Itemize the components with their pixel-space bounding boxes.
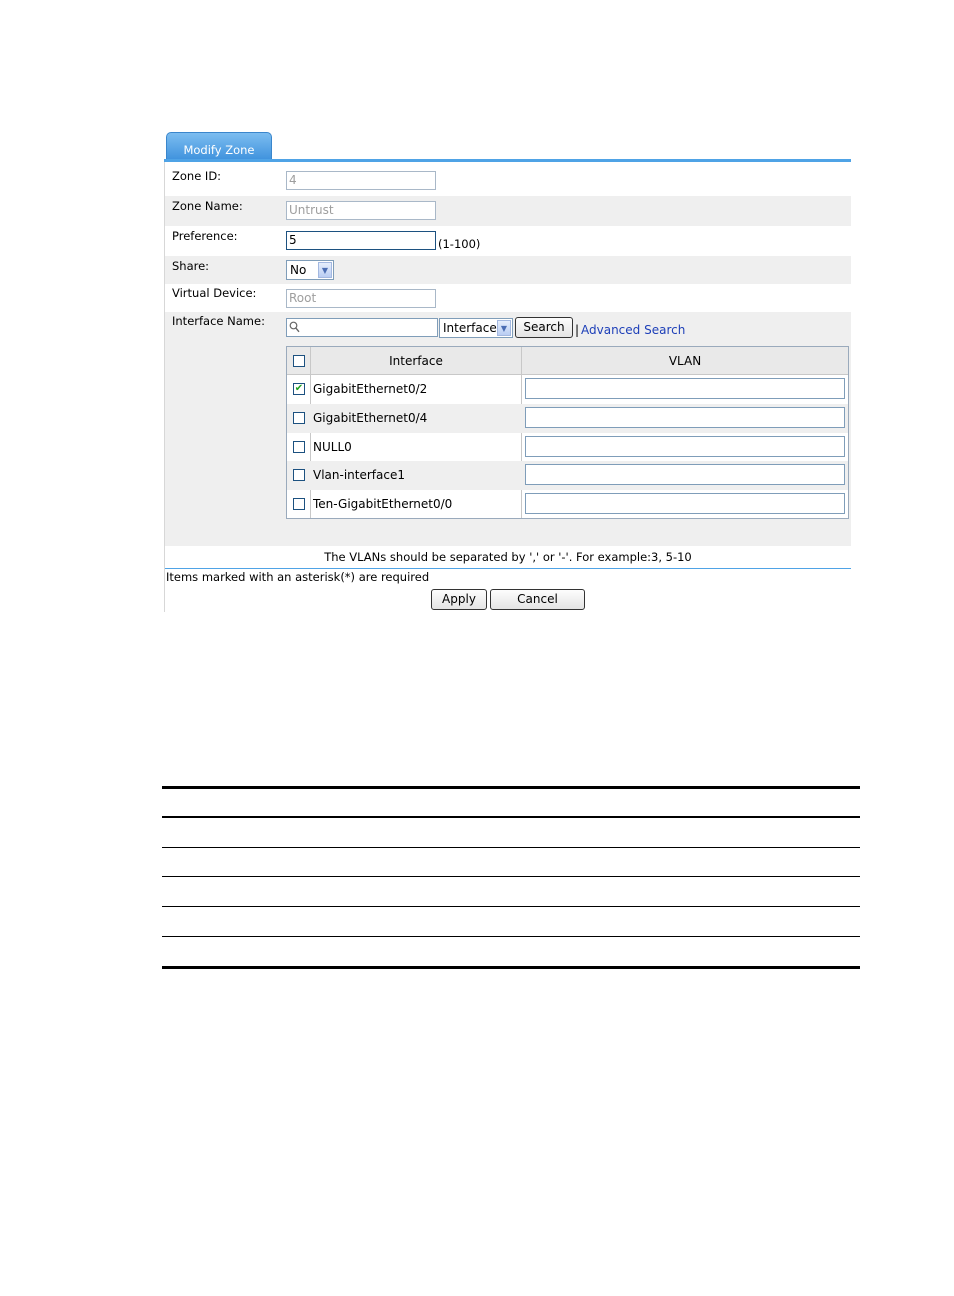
- table-row: [287, 404, 848, 433]
- zone-id-row: [165, 166, 851, 196]
- zone-name-input: Untrust: [286, 201, 436, 220]
- doc-table-row-rule: [162, 906, 860, 907]
- zone-name-label: Zone Name:: [172, 199, 243, 213]
- required-note: Items marked with an asterisk(*) are required: [166, 570, 430, 584]
- tab-bar: [164, 130, 851, 162]
- tab-modify-zone[interactable]: Modify Zone: [166, 132, 272, 160]
- preference-input[interactable]: 5: [286, 231, 436, 250]
- interface-cell: GigabitEthernet0/4: [313, 411, 428, 425]
- link-separator: |: [575, 323, 580, 337]
- zone-id-input: 4: [286, 171, 436, 190]
- virtual-device-row: [165, 284, 851, 312]
- header-interface: Interface: [389, 354, 443, 368]
- doc-table-row-rule: [162, 876, 860, 877]
- header-vlan: VLAN: [668, 354, 702, 368]
- zone-id-label: Zone ID:: [172, 169, 222, 183]
- share-label: Share:: [172, 259, 210, 273]
- magnifier-icon: [289, 321, 300, 333]
- virtual-device-input: Root: [286, 289, 436, 308]
- interface-filter-select[interactable]: [439, 318, 513, 338]
- interface-filter-value: Interface: [443, 321, 497, 335]
- vlan-input[interactable]: [525, 436, 845, 457]
- interface-name-label: Interface Name:: [172, 314, 265, 328]
- table-row: [287, 375, 848, 404]
- doc-table-row-rule: [162, 936, 860, 937]
- row-checkbox[interactable]: [293, 498, 305, 510]
- vlan-input[interactable]: [525, 407, 845, 428]
- row-checkbox[interactable]: [293, 412, 305, 424]
- table-row: [287, 433, 848, 462]
- vlan-separator-note: The VLANs should be separated by ',' or '-'. For example:3, 5-10: [165, 546, 851, 569]
- interface-cell: NULL0: [313, 440, 352, 454]
- row-checkbox[interactable]: [293, 469, 305, 481]
- vlan-input[interactable]: [525, 378, 845, 399]
- select-all-checkbox[interactable]: [293, 355, 305, 367]
- chevron-down-icon[interactable]: ▼: [318, 262, 332, 278]
- interface-cell: GigabitEthernet0/2: [313, 382, 428, 396]
- cancel-button[interactable]: Cancel: [490, 589, 585, 610]
- grid-header: [287, 347, 848, 375]
- zone-name-row: [165, 196, 851, 226]
- modify-zone-panel: [164, 130, 851, 612]
- doc-table-header-rule: [162, 816, 860, 818]
- virtual-device-label: Virtual Device:: [172, 286, 257, 300]
- tab-underline: [164, 159, 851, 162]
- vlan-input[interactable]: [525, 493, 845, 514]
- advanced-search-link[interactable]: Advanced Search: [581, 323, 686, 337]
- interface-search-input[interactable]: [286, 318, 438, 337]
- preference-row: [165, 226, 851, 256]
- table-row: [287, 461, 848, 490]
- doc-table-bottom-rule: [162, 966, 860, 969]
- doc-table-row-rule: [162, 847, 860, 848]
- vlan-input[interactable]: [525, 464, 845, 485]
- preference-label: Preference:: [172, 229, 238, 243]
- interface-cell: Vlan-interface1: [313, 468, 405, 482]
- row-checkbox[interactable]: ✔: [294, 383, 304, 394]
- preference-range-hint: (1-100): [438, 237, 481, 251]
- row-checkbox[interactable]: [293, 441, 305, 453]
- table-row: [287, 490, 848, 519]
- share-select[interactable]: [286, 260, 334, 280]
- chevron-down-icon[interactable]: ▼: [497, 320, 511, 336]
- search-button[interactable]: Search: [515, 317, 573, 338]
- interface-grid: [286, 346, 849, 519]
- apply-button[interactable]: Apply: [431, 589, 487, 610]
- share-selected-value: No: [290, 263, 307, 277]
- share-row: [165, 256, 851, 284]
- interface-cell: Ten-GigabitEthernet0/0: [313, 497, 453, 511]
- doc-table-top-rule: [162, 786, 860, 789]
